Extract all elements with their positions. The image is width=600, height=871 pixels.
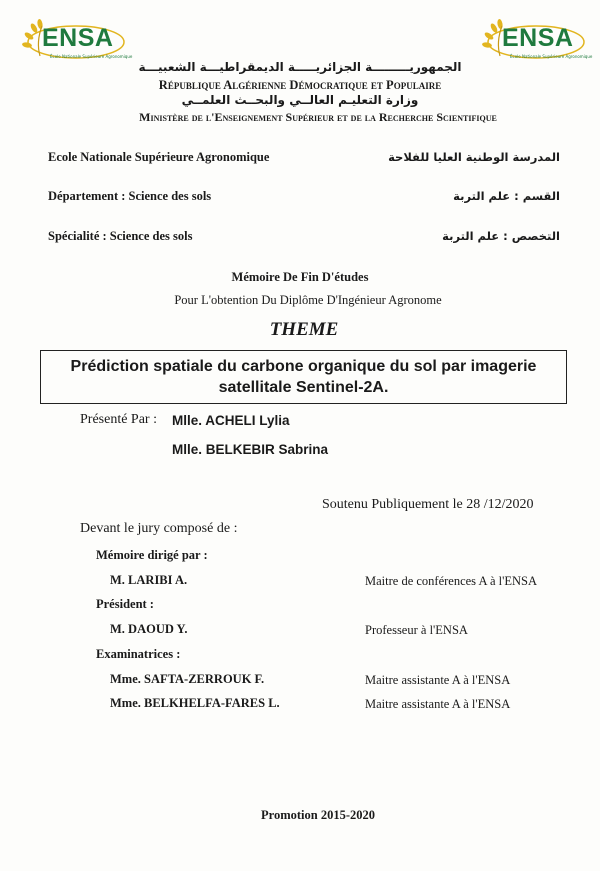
department-french: Département : Science des sols xyxy=(48,189,212,203)
jury-examiner-2-name: Mme. BELKHELFA-FARES L. xyxy=(110,696,280,710)
presented-label: Présenté Par : xyxy=(80,412,157,427)
jury-director-name: M. LARIBI A. xyxy=(110,573,188,587)
department-arabic: القسم : علم التربة xyxy=(453,189,560,203)
memoir-heading: Mémoire De Fin D'études xyxy=(231,270,369,284)
jury-director-title: Maitre de conférences A à l'ENSA xyxy=(365,574,537,588)
jury-role-examiners: Examinatrices : xyxy=(96,647,181,661)
ensa-logo-left-subtext: École Nationale Supérieure Agronomique xyxy=(50,54,133,59)
theme-title-line-1: Prédiction spatiale du carbone organique du sol par imagerie xyxy=(70,358,537,375)
jury-role-president: Président : xyxy=(96,597,154,611)
speciality-french: Spécialité : Science des sols xyxy=(48,229,193,243)
jury-president-name: M. DAOUD Y. xyxy=(110,622,188,636)
jury-president-title: Professeur à l'ENSA xyxy=(365,623,468,637)
promotion: Promotion 2015-2020 xyxy=(261,808,375,822)
jury-role-director: Mémoire dirigé par : xyxy=(96,548,208,562)
speciality-arabic: التخصص : علم التربة xyxy=(442,229,560,243)
theme-label: THEME xyxy=(269,319,339,340)
school-arabic: المدرسة الوطنية العليا للفلاحة xyxy=(388,150,560,164)
author-2: Mlle. BELKEBIR Sabrina xyxy=(172,442,329,457)
defense-date: Soutenu Publiquement le 28 /12/2020 xyxy=(322,497,534,512)
memoir-obtention: Pour L'obtention Du Diplôme D'Ingénieur Agronome xyxy=(174,293,442,307)
author-1: Mlle. ACHELI Lylia xyxy=(172,413,290,428)
republic-arabic: الجمهوريـــــــــة الجزائريـــــة الديمقراطيـــة الشعبيـــة xyxy=(138,60,462,74)
republic-french: République Algérienne Démocratique et Populaire xyxy=(158,78,442,92)
theme-title-line-2: satellitale Sentinel-2A. xyxy=(218,379,389,396)
school-french: Ecole Nationale Supérieure Agronomique xyxy=(48,150,270,164)
ministry-french: Ministère de l'Enseignement Supérieur et de la Recherche Scientifique xyxy=(139,110,497,124)
jury-examiner-2-title: Maitre assistante A à l'ENSA xyxy=(365,697,511,711)
theme-title-box xyxy=(40,350,567,404)
ensa-logo-right-text: ENSA xyxy=(502,24,574,52)
jury-examiner-1-title: Maitre assistante A à l'ENSA xyxy=(365,673,511,687)
jury-intro: Devant le jury composé de : xyxy=(80,521,238,536)
jury-examiner-1-name: Mme. SAFTA-ZERROUK F. xyxy=(110,672,265,686)
ensa-logo-right-subtext: École Nationale Supérieure Agronomique xyxy=(510,54,593,59)
ministry-arabic: وزارة التعليـم العالــي والبحــث العلمــي xyxy=(181,93,419,107)
ensa-logo-left-text: ENSA xyxy=(42,24,114,52)
